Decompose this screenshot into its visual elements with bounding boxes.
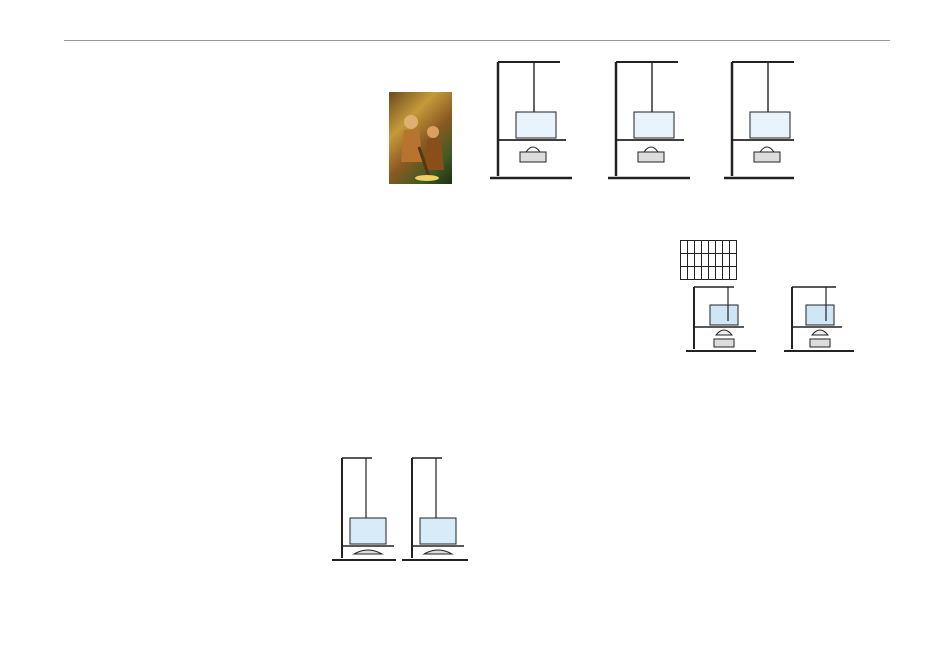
table-row [681, 254, 737, 267]
drill-fire-figure-icon [389, 92, 452, 184]
table-cell [695, 254, 702, 267]
table-cell [681, 241, 688, 254]
header-rule [64, 40, 890, 41]
table-cell [695, 267, 702, 280]
three-setups-figure [488, 52, 794, 202]
table-row [681, 241, 737, 254]
table-cell [716, 254, 723, 267]
table-cell [723, 241, 730, 254]
table-cell [709, 267, 716, 280]
table-row [681, 267, 737, 280]
alcohol-paper-figure [332, 450, 472, 570]
table-cell [702, 267, 709, 280]
table-cell [716, 241, 723, 254]
drill-fire-photo [389, 92, 452, 184]
table-cell [716, 267, 723, 280]
table-cell [709, 254, 716, 267]
table-cell [688, 241, 695, 254]
table-cell [723, 267, 730, 280]
table-cell [709, 241, 716, 254]
table-cell [730, 241, 737, 254]
figure-8-diagram [686, 283, 866, 358]
table-cell [702, 241, 709, 254]
table-cell [681, 254, 688, 267]
table-cell [723, 254, 730, 267]
temperature-table [680, 240, 737, 280]
table-cell [695, 241, 702, 254]
table-cell [730, 267, 737, 280]
table-cell [688, 267, 695, 280]
table-cell [702, 254, 709, 267]
table-cell [688, 254, 695, 267]
table-cell [681, 267, 688, 280]
table-cell [730, 254, 737, 267]
